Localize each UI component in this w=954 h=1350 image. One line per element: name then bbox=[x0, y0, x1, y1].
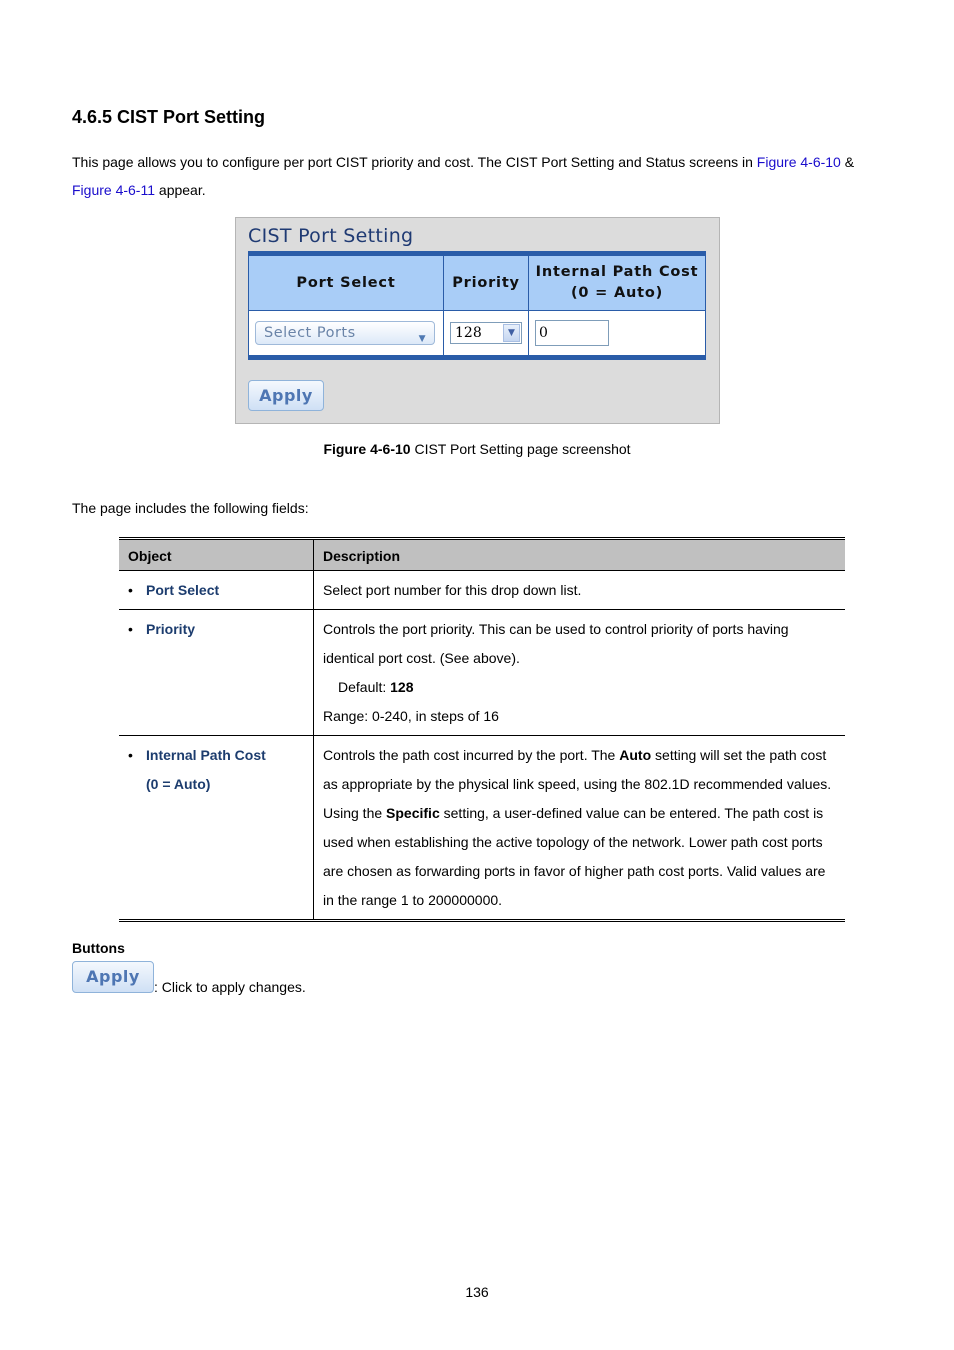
priority-value: 128 bbox=[455, 325, 482, 341]
desc-bold-auto: Auto bbox=[619, 747, 652, 763]
cist-config-table bbox=[248, 251, 706, 360]
port-select-placeholder: Select Ports bbox=[264, 325, 356, 341]
cist-port-setting-screenshot bbox=[235, 217, 720, 424]
object-cell bbox=[119, 571, 314, 610]
header-port-select: Port Select bbox=[249, 254, 444, 311]
object-name: Internal Path Cost bbox=[146, 747, 266, 763]
range-line: Range: 0-240, in steps of 16 bbox=[323, 708, 499, 724]
object-cell bbox=[119, 736, 314, 921]
object-name: Priority bbox=[146, 621, 196, 637]
default-line bbox=[323, 673, 836, 702]
priority-select[interactable] bbox=[450, 322, 522, 344]
intro-text: & bbox=[840, 154, 855, 170]
port-select-dropdown[interactable] bbox=[255, 321, 435, 345]
caption-text: CIST Port Setting page screenshot bbox=[410, 441, 631, 457]
object-cell bbox=[119, 610, 314, 736]
table-row bbox=[119, 610, 845, 736]
description-text: Select port number for this drop down list. bbox=[323, 582, 582, 598]
header-cost-line1: Internal Path Cost bbox=[535, 264, 699, 280]
apply-description: : Click to apply changes. bbox=[154, 979, 306, 995]
object-name-suffix: (0 = Auto) bbox=[146, 776, 211, 792]
description-text bbox=[323, 741, 836, 915]
apply-button[interactable]: Apply bbox=[248, 380, 324, 411]
header-internal-path-cost bbox=[529, 254, 706, 311]
desc-part: Controls the path cost incurred by the port. The bbox=[323, 747, 620, 763]
priority-cell bbox=[444, 311, 529, 358]
buttons-heading: Buttons bbox=[72, 940, 125, 956]
description-cell bbox=[314, 571, 846, 610]
header-priority: Priority bbox=[444, 254, 529, 311]
section-title: 4.6.5 CIST Port Setting bbox=[72, 107, 266, 127]
object-name: Port Select bbox=[146, 582, 220, 598]
figure-link-4-6-11[interactable]: Figure 4-6-11 bbox=[72, 182, 156, 198]
screenshot-title: CIST Port Setting bbox=[248, 225, 414, 247]
figure-caption bbox=[0, 441, 954, 457]
table-row bbox=[119, 736, 845, 921]
desc-part: setting will set the path cost as appropriate by the physical link speed, using the 802.1D recommended values. Using the bbox=[323, 747, 832, 821]
header-object: Object bbox=[119, 539, 314, 571]
fields-table bbox=[119, 537, 845, 922]
table-row bbox=[119, 571, 845, 610]
apply-button-sample[interactable]: Apply bbox=[72, 961, 154, 993]
default-value: 128 bbox=[390, 679, 414, 695]
description-cell bbox=[314, 736, 846, 921]
description-cell bbox=[314, 610, 846, 736]
figure-link-4-6-10[interactable]: Figure 4-6-10 bbox=[756, 154, 841, 170]
intro-text: appear. bbox=[155, 182, 206, 198]
internal-path-cost-input[interactable]: 0 bbox=[535, 320, 609, 346]
default-label: Default: bbox=[338, 679, 391, 695]
desc-part: setting, a user-defined value can be entered. The path cost is used when establishing the active topology of the network. Lower path cost ports are chosen as forwarding ports in favor of higher path cost ports. Valid values are in the range 1 to 200000000. bbox=[323, 805, 826, 908]
port-select-cell bbox=[249, 311, 444, 358]
fields-intro: The page includes the following fields: bbox=[72, 500, 309, 516]
bullet-icon: • bbox=[128, 621, 133, 637]
header-cost-line2: (0 = Auto) bbox=[570, 285, 664, 301]
chevron-down-icon: ▼ bbox=[503, 324, 520, 342]
caption-label: Figure 4-6-10 bbox=[323, 441, 411, 457]
intro-text: This page allows you to configure per port CIST priority and cost. The CIST Port Setting and Status screens in bbox=[72, 154, 757, 170]
bullet-icon: • bbox=[128, 747, 133, 763]
page-number: 136 bbox=[465, 1284, 489, 1300]
header-description: Description bbox=[314, 539, 846, 571]
description-text: Controls the port priority. This can be used to control priority of ports having identical port cost. (See above). bbox=[323, 621, 789, 666]
cost-cell bbox=[529, 311, 706, 358]
intro-paragraph bbox=[72, 148, 892, 204]
desc-bold-specific: Specific bbox=[386, 805, 440, 821]
bullet-icon: • bbox=[128, 582, 133, 598]
chevron-down-icon: ▼ bbox=[418, 334, 426, 344]
